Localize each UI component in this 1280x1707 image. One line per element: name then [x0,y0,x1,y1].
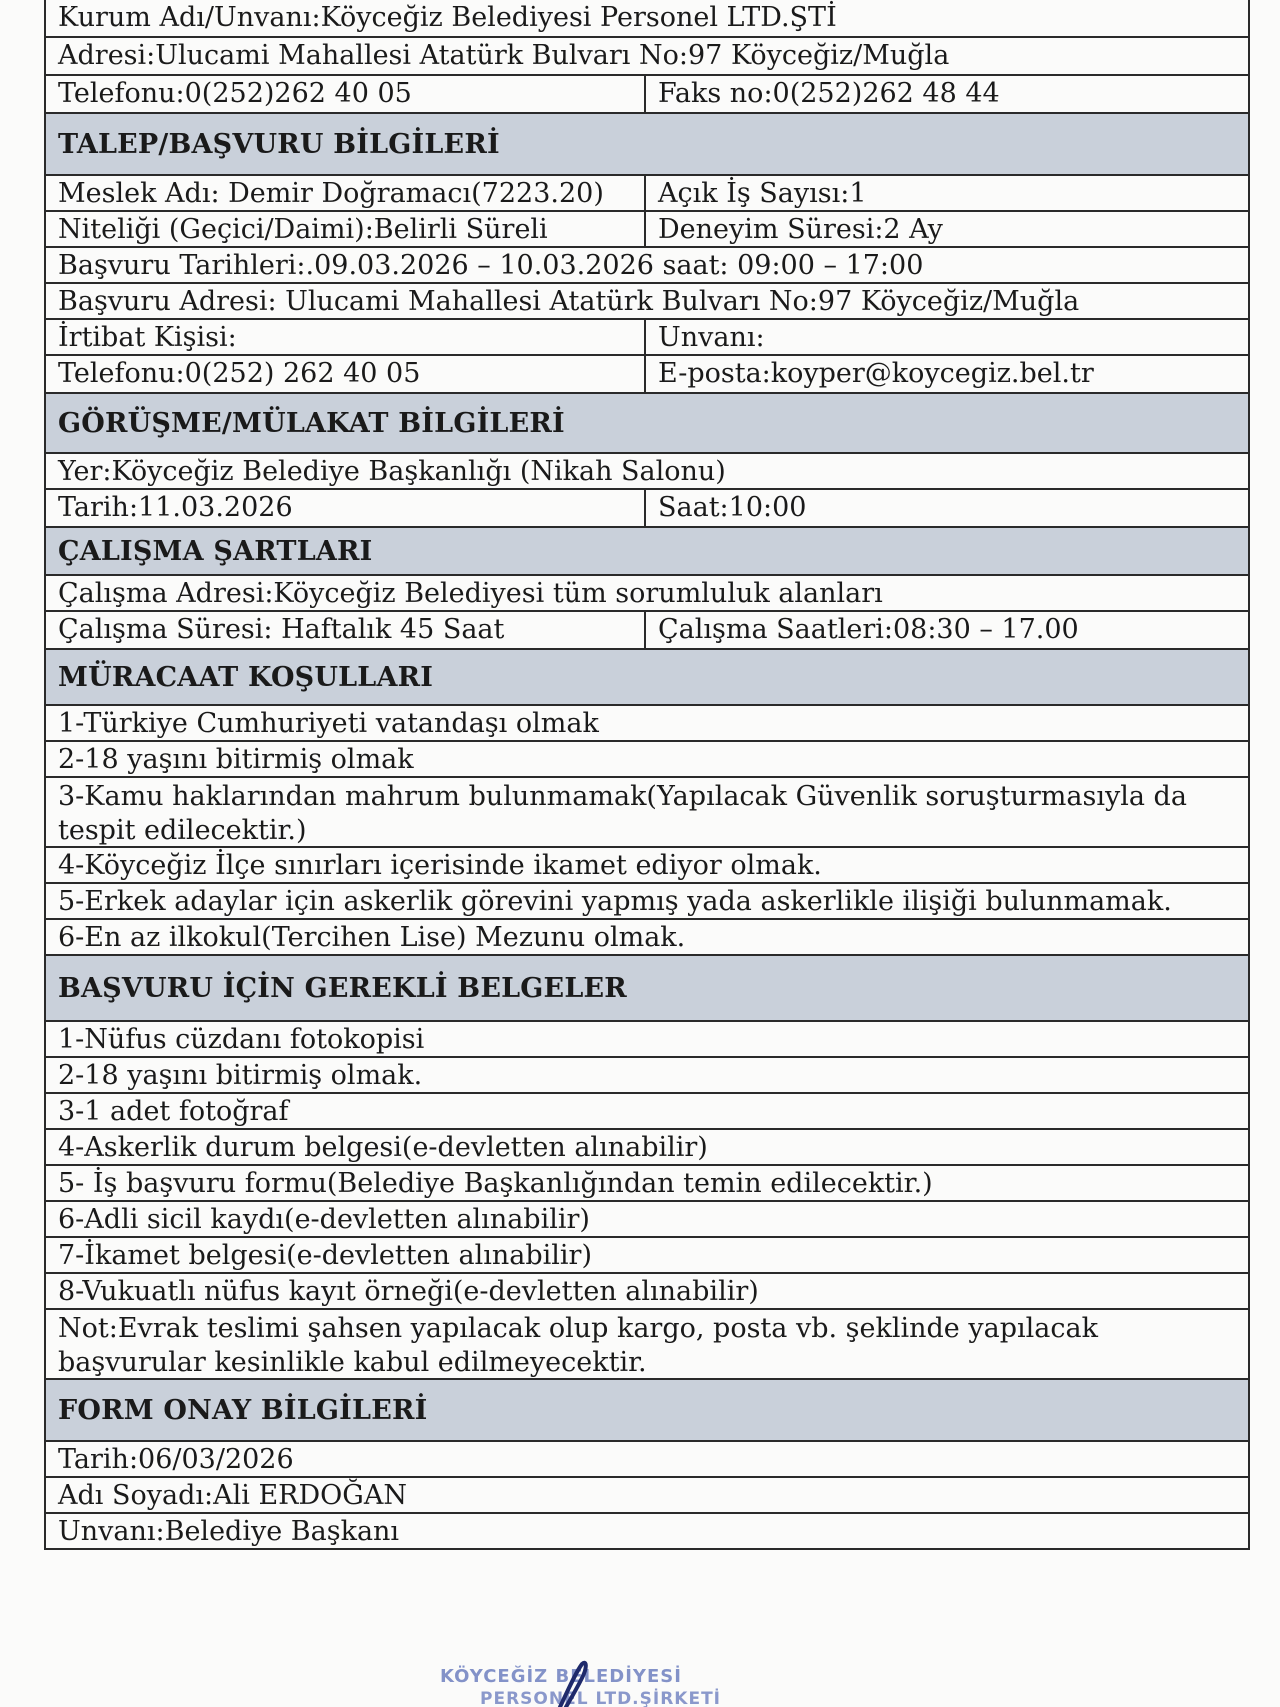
gerekli-belgeler-row [46,1130,1248,1166]
section-header-talep-basvuru: TALEP/BAŞVURU BİLGİLERİ [46,114,1248,176]
gerekli-belgeler-row [46,1058,1248,1094]
employment-form [44,0,1250,1550]
gorusme-mulakat-field: Yer:Köyceğiz Belediye Başkanlığı (Nikah Salonu) [58,456,726,487]
form-onay-field: Tarih:06/03/2026 [58,1444,294,1475]
talep-basvuru-field-left: Telefonu:0(252) 262 40 05 [46,356,646,392]
muracaat-kosullari-row [46,742,1248,778]
gerekli-belgeler-row [46,1022,1248,1058]
gerekli-belgeler-field: 3-1 adet fotoğraf [58,1096,289,1127]
talep-basvuru-field: Başvuru Adresi: Ulucami Mahallesi Atatürk Bulvarı No:97 Köyceğiz/Muğla [58,286,1080,317]
talep-basvuru-row [46,284,1248,320]
gerekli-belgeler-field: 8-Vukuatlı nüfus kayıt örneği(e-devletten alınabilir) [58,1276,759,1307]
employer-name: Kurum Adı/Unvanı:Köyceğiz Belediyesi Personel LTD.ŞTİ [58,2,837,33]
form-onay-field: Unvanı:Belediye Başkanı [58,1516,400,1547]
gorusme-mulakat-row [46,490,1248,528]
gorusme-mulakat-row [46,454,1248,490]
talep-basvuru-row [46,356,1248,394]
calisma-sartlari-field-left: Çalışma Süresi: Haftalık 45 Saat [46,612,646,648]
employer-contact-row [46,76,1248,114]
employer-name-row [46,0,1248,38]
form-onay-row [46,1442,1248,1478]
gerekli-belgeler-field: 7-İkamet belgesi(e-devletten alınabilir) [58,1240,592,1271]
calisma-sartlari-row [46,576,1248,612]
muracaat-kosullari-row [46,706,1248,742]
muracaat-kosullari-field: 6-En az ilkokul(Tercihen Lise) Mezunu olmak. [58,922,686,953]
talep-basvuru-field-right: Açık İş Sayısı:1 [658,178,867,209]
gerekli-belgeler-field: 5- İş başvuru formu(Belediye Başkanlığından temin edilecektir.) [58,1168,933,1199]
muracaat-kosullari-field: 1-Türkiye Cumhuriyeti vatandaşı olmak [58,708,599,739]
section-header-gorusme-mulakat: GÖRÜŞME/MÜLAKAT BİLGİLERİ [46,394,1248,454]
muracaat-kosullari-field: 4-Köyceğiz İlçe sınırları içerisinde ikamet ediyor olmak. [58,850,822,881]
talep-basvuru-field: Başvuru Tarihleri:.09.03.2026 – 10.03.2026 saat: 09:00 – 17:00 [58,250,924,281]
gerekli-belgeler-field: 2-18 yaşını bitirmiş olmak. [58,1060,423,1091]
talep-basvuru-field-right: Unvanı: [658,322,765,353]
employer-address-row [46,38,1248,76]
calisma-sartlari-row [46,612,1248,650]
muracaat-kosullari-field: 3-Kamu haklarından mahrum bulunmamak(Yapılacak Güvenlik soruşturmasıyla da tespit edilecektir.) [58,781,1187,846]
employer-fax: Faks no:0(252)262 48 44 [658,78,1000,109]
gerekli-belgeler-field: 1-Nüfus cüzdanı fotokopisi [58,1024,425,1055]
form-onay-row [46,1514,1248,1550]
employer-phone: Telefonu:0(252)262 40 05 [46,76,646,112]
talep-basvuru-row [46,176,1248,212]
talep-basvuru-field-right: Deneyim Süresi:2 Ay [658,214,943,245]
talep-basvuru-row [46,248,1248,284]
calisma-sartlari-field-right: Çalışma Saatleri:08:30 – 17.00 [658,614,1079,645]
form-onay-row [46,1478,1248,1514]
talep-basvuru-field-left: İrtibat Kişisi: [46,320,646,354]
talep-basvuru-field-left: Meslek Adı: Demir Doğramacı(7223.20) [46,176,646,210]
signature-stamp [440,1660,780,1707]
gerekli-belgeler-row [46,1094,1248,1130]
talep-basvuru-row [46,320,1248,356]
gerekli-belgeler-field: 4-Askerlik durum belgesi(e-devletten alınabilir) [58,1132,708,1163]
talep-basvuru-field-left: Niteliği (Geçici/Daimi):Belirli Süreli [46,212,646,246]
gerekli-belgeler-row [46,1238,1248,1274]
muracaat-kosullari-row [46,848,1248,884]
gorusme-mulakat-field-right: Saat:10:00 [658,492,807,523]
muracaat-kosullari-row [46,920,1248,956]
gerekli-belgeler-row [46,1274,1248,1310]
form-onay-field: Adı Soyadı:Ali ERDOĞAN [58,1480,407,1511]
gorusme-mulakat-field-left: Tarih:11.03.2026 [46,490,646,526]
muracaat-kosullari-row [46,884,1248,920]
gerekli-belgeler-row [46,1310,1248,1380]
section-header-calisma-sartlari: ÇALIŞMA ŞARTLARI [46,528,1248,576]
gerekli-belgeler-row [46,1202,1248,1238]
muracaat-kosullari-field: 5-Erkek adaylar için askerlik görevini yapmış yada askerlikle ilişiği bulunmamak. [58,886,1172,917]
gerekli-belgeler-row [46,1166,1248,1202]
gerekli-belgeler-field: Not:Evrak teslimi şahsen yapılacak olup kargo, posta vb. şeklinde yapılacak başvurular kesinlikle kabul edilmeyecektir. [58,1313,1098,1378]
muracaat-kosullari-field: 2-18 yaşını bitirmiş olmak [58,744,414,775]
gerekli-belgeler-field: 6-Adli sicil kaydı(e-devletten alınabilir) [58,1204,590,1235]
signature-mark [560,1663,586,1707]
stamp-line-1: KÖYCEĞİZ BELEDİYESİ [440,1666,682,1687]
employer-address: Adresi:Ulucami Mahallesi Atatürk Bulvarı No:97 Köyceğiz/Muğla [58,40,950,71]
stamp-line-2: PERSONEL LTD.ŞİRKETİ [480,1689,721,1707]
calisma-sartlari-field: Çalışma Adresi:Köyceğiz Belediyesi tüm sorumluluk alanları [58,578,883,609]
talep-basvuru-row [46,212,1248,248]
talep-basvuru-field-right: E-posta:koyper@koycegiz.bel.tr [658,358,1094,389]
section-header-muracaat-kosullari: MÜRACAAT KOŞULLARI [46,650,1248,706]
muracaat-kosullari-row [46,778,1248,848]
section-header-gerekli-belgeler: BAŞVURU İÇİN GEREKLİ BELGELER [46,956,1248,1022]
section-header-form-onay: FORM ONAY BİLGİLERİ [46,1380,1248,1442]
